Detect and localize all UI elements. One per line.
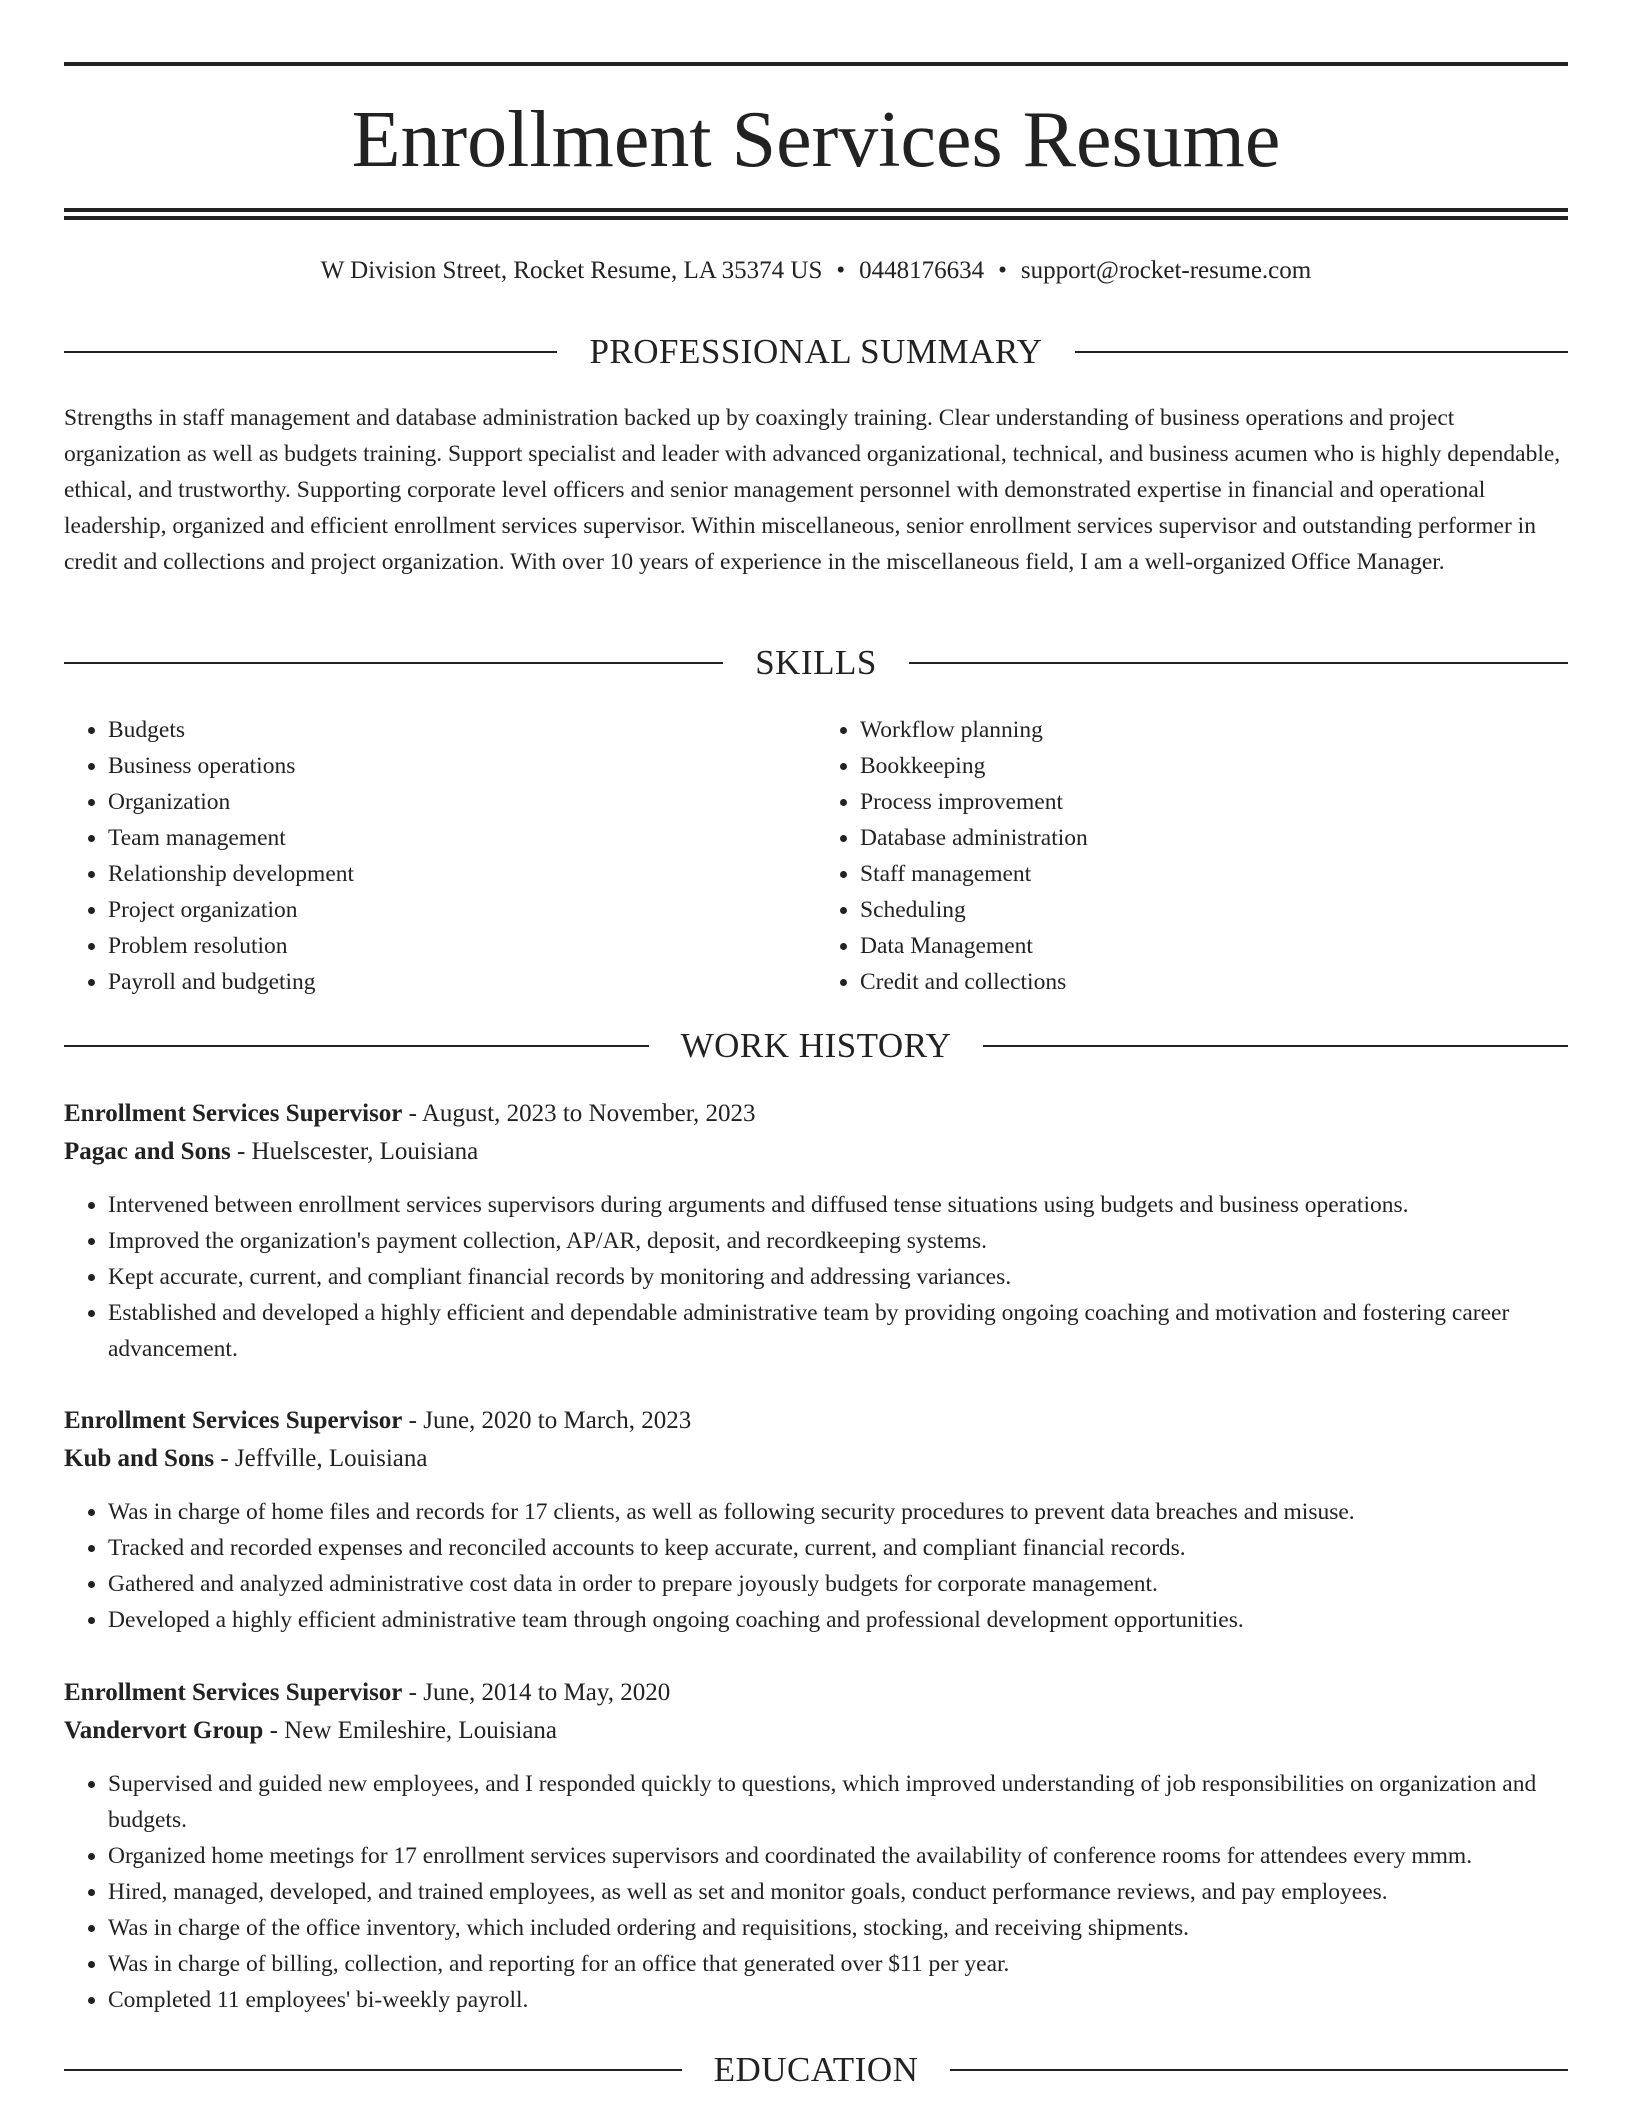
section-rule bbox=[64, 1045, 649, 1047]
contact-address: W Division Street, Rocket Resume, LA 35374 US bbox=[320, 257, 823, 284]
job-company-line bbox=[64, 1133, 1568, 1171]
section-rule bbox=[64, 351, 557, 353]
skill-item: • Payroll and budgeting bbox=[108, 964, 816, 1000]
job-bullet: • Established and developed a highly efficient and dependable administrative team by providing ongoing coaching and motivation and fostering career advancement. bbox=[108, 1295, 1568, 1367]
job-entry bbox=[64, 1402, 1568, 1638]
section-rule bbox=[983, 1045, 1568, 1047]
skill-item: • Business operations bbox=[108, 748, 816, 784]
contact-line bbox=[64, 253, 1568, 289]
skill-item: • Team management bbox=[108, 820, 816, 856]
section-rule bbox=[909, 662, 1568, 664]
section-rule bbox=[64, 2069, 682, 2071]
job-title-line bbox=[64, 1674, 1568, 1712]
resume-title: Enrollment Services Resume bbox=[351, 96, 1281, 184]
job-dates: - June, 2014 to May, 2020 bbox=[402, 1679, 671, 1706]
top-divider bbox=[64, 62, 1568, 66]
job-bullet: • Was in charge of the office inventory, which included ordering and requisitions, stocking, and receiving shipments. bbox=[108, 1910, 1568, 1946]
section-title: EDUCATION bbox=[713, 2050, 919, 2089]
skill-item: • Budgets bbox=[108, 712, 816, 748]
job-bullet: • Developed a highly efficient administrative team through ongoing coaching and professional development opportunities. bbox=[108, 1602, 1568, 1638]
skill-item: • Data Management bbox=[860, 928, 1568, 964]
contact-phone: 0448176634 bbox=[859, 257, 985, 284]
section-header-work-history bbox=[64, 1024, 1568, 1068]
job-location: - New Emileshire, Louisiana bbox=[263, 1717, 558, 1744]
job-company: Pagac and Sons bbox=[64, 1138, 231, 1165]
skill-item: • Project organization bbox=[108, 892, 816, 928]
job-bullet: • Hired, managed, developed, and trained employees, as well as set and monitor goals, conduct performance reviews, and pay employees. bbox=[108, 1874, 1568, 1910]
job-bullet: • Intervened between enrollment services supervisors during arguments and diffused tense situations using budgets and business operations. bbox=[108, 1187, 1568, 1223]
section-header-summary bbox=[64, 330, 1568, 374]
job-title-line bbox=[64, 1402, 1568, 1440]
section-title: SKILLS bbox=[755, 643, 877, 682]
section-rule bbox=[1075, 351, 1568, 353]
contact-separator: • bbox=[836, 257, 846, 284]
job-bullet: • Was in charge of home files and records for 17 clients, as well as following security procedures to prevent data breaches and misuse. bbox=[108, 1494, 1568, 1530]
job-bullets bbox=[64, 1187, 1568, 1367]
job-bullet: • Tracked and recorded expenses and reconciled accounts to keep accurate, current, and compliant financial records. bbox=[108, 1530, 1568, 1566]
section-title: WORK HISTORY bbox=[680, 1026, 952, 1065]
job-dates: - June, 2020 to March, 2023 bbox=[402, 1407, 692, 1434]
section-header-skills bbox=[64, 641, 1568, 685]
skill-item: • Credit and collections bbox=[860, 964, 1568, 1000]
section-header-education bbox=[64, 2048, 1568, 2092]
job-bullet: • Improved the organization's payment collection, AP/AR, deposit, and recordkeeping systems. bbox=[108, 1223, 1568, 1259]
job-company-line bbox=[64, 1712, 1568, 1750]
job-role: Enrollment Services Supervisor bbox=[64, 1679, 403, 1706]
section-rule bbox=[64, 662, 723, 664]
job-company: Kub and Sons bbox=[64, 1445, 215, 1472]
job-location: - Huelscester, Louisiana bbox=[230, 1138, 479, 1165]
skill-item: • Relationship development bbox=[108, 856, 816, 892]
job-bullet: • Gathered and analyzed administrative cost data in order to prepare joyously budgets for corporate management. bbox=[108, 1566, 1568, 1602]
job-bullet: • Organized home meetings for 17 enrollment services supervisors and coordinated the availability of conference rooms for attendees every mmm. bbox=[108, 1838, 1568, 1874]
job-entry bbox=[64, 1095, 1568, 1367]
job-role: Enrollment Services Supervisor bbox=[64, 1407, 403, 1434]
skill-item: • Workflow planning bbox=[860, 712, 1568, 748]
skill-item: • Staff management bbox=[860, 856, 1568, 892]
skill-item: • Database administration bbox=[860, 820, 1568, 856]
job-role: Enrollment Services Supervisor bbox=[64, 1100, 403, 1127]
skill-item: • Process improvement bbox=[860, 784, 1568, 820]
job-bullet: • Supervised and guided new employees, and I responded quickly to questions, which improved understanding of job responsibilities on organization and budgets. bbox=[108, 1766, 1568, 1838]
section-title: PROFESSIONAL SUMMARY bbox=[589, 332, 1043, 371]
job-bullet: • Completed 11 employees' bi-weekly payroll. bbox=[108, 1982, 1568, 2018]
professional-summary-text: Strengths in staff management and database administration backed up by coaxingly training. Clear understanding of business operations and project organization as well as budgets training. Support specialist and leader with advanced organizational, technical, and business acumen who is highly dependable, ethical, and trustworthy. Supporting corporate level officers and senior management personnel with demonstrated expertise in financial and operational leadership, organized and efficient enrollment services supervisor. Within miscellaneous, senior enrollment services supervisor and outstanding performer in credit and collections and project organization. With over 10 years of experience in the miscellaneous field, I am a well-organized Office Manager. bbox=[64, 405, 1561, 575]
job-location: - Jeffville, Louisiana bbox=[214, 1445, 428, 1472]
skills-column-right bbox=[816, 712, 1568, 1000]
job-company: Vandervort Group bbox=[64, 1717, 264, 1744]
job-bullets bbox=[64, 1766, 1568, 2018]
skills-list bbox=[64, 712, 1568, 1000]
skill-item: • Organization bbox=[108, 784, 816, 820]
job-entry bbox=[64, 1674, 1568, 2018]
contact-separator: • bbox=[998, 257, 1007, 284]
job-company-line bbox=[64, 1440, 1568, 1478]
job-bullet: • Kept accurate, current, and compliant financial records by monitoring and addressing variances. bbox=[108, 1259, 1568, 1295]
skill-item: • Bookkeeping bbox=[860, 748, 1568, 784]
skill-item: • Scheduling bbox=[860, 892, 1568, 928]
skills-column-left bbox=[64, 712, 816, 1000]
title-double-divider bbox=[64, 208, 1568, 220]
section-rule bbox=[950, 2069, 1568, 2071]
skill-item: • Problem resolution bbox=[108, 928, 816, 964]
contact-email: support@rocket-resume.com bbox=[1020, 257, 1312, 284]
job-bullets bbox=[64, 1494, 1568, 1638]
job-bullet: • Was in charge of billing, collection, and reporting for an office that generated over $11 per year. bbox=[108, 1946, 1568, 1982]
job-title-line bbox=[64, 1095, 1568, 1133]
job-dates: - August, 2023 to November, 2023 bbox=[402, 1100, 756, 1127]
